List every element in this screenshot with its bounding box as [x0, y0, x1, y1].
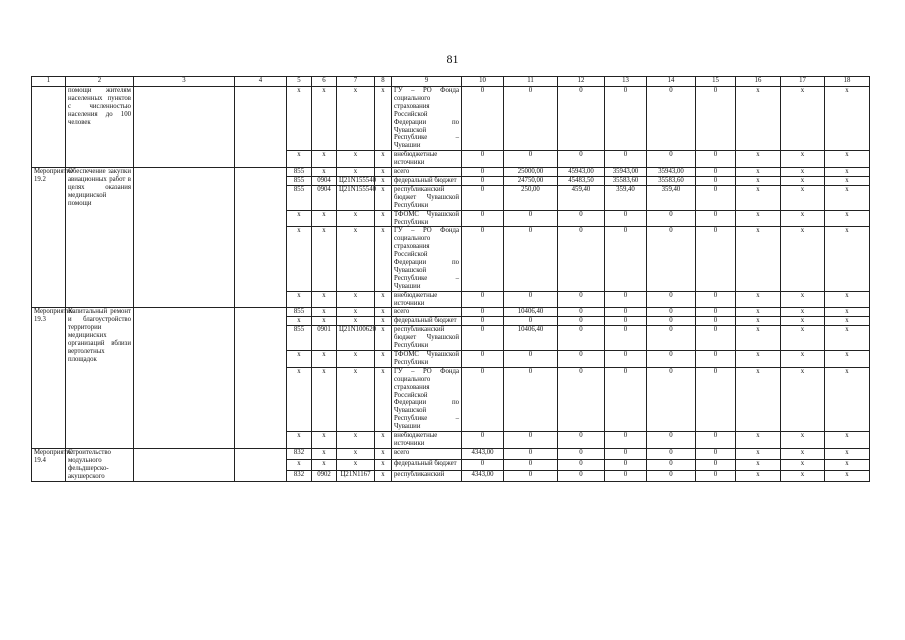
value-cell-c15: 0 — [696, 227, 736, 291]
value-cell-c17: x — [781, 176, 825, 185]
executor-cell — [134, 87, 235, 168]
value-cell-c13: 0 — [605, 326, 647, 351]
value-cell-c13: 35583,60 — [605, 176, 647, 185]
value-cell-c11: 0 — [504, 317, 558, 326]
value-cell-c18: x — [825, 210, 870, 227]
value-cell-c17: x — [781, 210, 825, 227]
value-cell-c15: 0 — [696, 185, 736, 210]
value-cell-c16: x — [736, 227, 781, 291]
value-cell-c16: x — [736, 151, 781, 168]
code-cell-c6: x — [312, 291, 337, 308]
code-cell-c7: x — [337, 317, 375, 326]
code-cell-c6: x — [312, 459, 337, 470]
value-cell-c14: 0 — [647, 227, 696, 291]
value-cell-c11: 0 — [504, 448, 558, 459]
column-number-11: 11 — [504, 77, 558, 87]
event-number-cell: Мероприятие 19.2 — [32, 168, 66, 308]
code-cell-c6: 0904 — [312, 185, 337, 210]
column-number-12: 12 — [558, 77, 605, 87]
value-cell-c18: x — [825, 448, 870, 459]
value-cell-c16: x — [736, 448, 781, 459]
column-number-10: 10 — [462, 77, 504, 87]
value-cell-c14: 359,40 — [647, 185, 696, 210]
value-cell-c16: x — [736, 185, 781, 210]
funding-source-cell: ГУ – РО Фонда социального страхования Российской Федерации по Чувашской Республике – Чувашии — [392, 367, 462, 431]
code-cell-c8: x — [375, 151, 392, 168]
code-cell-c8: x — [375, 227, 392, 291]
code-cell-c5: x — [287, 459, 312, 470]
value-cell-c10: 0 — [462, 432, 504, 449]
value-cell-c13: 0 — [605, 291, 647, 308]
code-cell-c5: 855 — [287, 176, 312, 185]
value-cell-c17: x — [781, 367, 825, 431]
value-cell-c11: 10406,40 — [504, 308, 558, 317]
value-cell-c12: 0 — [558, 470, 605, 481]
participants-cell — [235, 168, 287, 308]
header-row — [32, 77, 870, 87]
code-cell-c7: x — [337, 367, 375, 431]
value-cell-c12: 0 — [558, 227, 605, 291]
code-cell-c7: x — [337, 168, 375, 177]
code-cell-c7: Ц21N100620 — [337, 326, 375, 351]
value-cell-c10: 0 — [462, 168, 504, 177]
value-cell-c10: 0 — [462, 317, 504, 326]
value-cell-c15: 0 — [696, 317, 736, 326]
value-cell-c15: 0 — [696, 176, 736, 185]
code-cell-c5: 832 — [287, 448, 312, 459]
value-cell-c10: 0 — [462, 151, 504, 168]
funding-source-cell: федеральный бюджет — [392, 459, 462, 470]
value-cell-c16: x — [736, 87, 781, 151]
value-cell-c14: 0 — [647, 210, 696, 227]
column-number-7: 7 — [337, 77, 375, 87]
funding-source-cell: ГУ – РО Фонда социального страхования Российской Федерации по Чувашской Республике – Чувашии — [392, 87, 462, 151]
value-cell-c15: 0 — [696, 291, 736, 308]
event-name-cell: Обеспечение закупки авиационных работ в целях оказания медицинской помощи — [66, 168, 134, 308]
funding-source-cell: внебюджетные источники — [392, 432, 462, 449]
code-cell-c8: x — [375, 308, 392, 317]
code-cell-c8: x — [375, 87, 392, 151]
funding-source-cell: внебюджетные источники — [392, 291, 462, 308]
value-cell-c14: 0 — [647, 87, 696, 151]
value-cell-c12: 0 — [558, 308, 605, 317]
code-cell-c5: 855 — [287, 326, 312, 351]
value-cell-c11: 250,00 — [504, 185, 558, 210]
value-cell-c10: 4343,00 — [462, 470, 504, 481]
event-name-cell: Капитальный ремонт и благоустройство территории медицинских организаций вблизи вертолетных площадок — [66, 308, 134, 448]
code-cell-c5: x — [287, 432, 312, 449]
funding-source-cell: ТФОМС Чувашской Республики — [392, 351, 462, 368]
value-cell-c15: 0 — [696, 459, 736, 470]
value-cell-c10: 0 — [462, 459, 504, 470]
executor-cell — [134, 448, 235, 481]
table-row — [32, 87, 870, 151]
value-cell-c18: x — [825, 291, 870, 308]
value-cell-c11: 0 — [504, 432, 558, 449]
table-row — [32, 308, 870, 317]
value-cell-c12: 0 — [558, 459, 605, 470]
value-cell-c12: 45483,50 — [558, 176, 605, 185]
code-cell-c6: 0901 — [312, 326, 337, 351]
value-cell-c14: 0 — [647, 291, 696, 308]
value-cell-c12: 0 — [558, 210, 605, 227]
code-cell-c5: x — [287, 227, 312, 291]
value-cell-c11: 0 — [504, 151, 558, 168]
column-number-18: 18 — [825, 77, 870, 87]
value-cell-c16: x — [736, 470, 781, 481]
funding-source-cell: всего — [392, 168, 462, 177]
value-cell-c15: 0 — [696, 351, 736, 368]
event-number-cell: Мероприятие 19.4 — [32, 448, 66, 481]
code-cell-c7: x — [337, 87, 375, 151]
budget-table — [31, 76, 870, 482]
code-cell-c6: 0902 — [312, 470, 337, 481]
code-cell-c7: Ц21N155540 — [337, 185, 375, 210]
value-cell-c18: x — [825, 317, 870, 326]
value-cell-c17: x — [781, 432, 825, 449]
value-cell-c10: 0 — [462, 308, 504, 317]
code-cell-c6: x — [312, 168, 337, 177]
executor-cell — [134, 308, 235, 448]
code-cell-c7: x — [337, 351, 375, 368]
value-cell-c15: 0 — [696, 432, 736, 449]
code-cell-c7: Ц21N155540 — [337, 176, 375, 185]
value-cell-c13: 35943,00 — [605, 168, 647, 177]
code-cell-c7: x — [337, 448, 375, 459]
participants-cell — [235, 308, 287, 448]
code-cell-c7: x — [337, 291, 375, 308]
value-cell-c11: 0 — [504, 87, 558, 151]
column-number-2: 2 — [66, 77, 134, 87]
column-number-16: 16 — [736, 77, 781, 87]
funding-source-cell: федеральный бюджет — [392, 317, 462, 326]
code-cell-c6: x — [312, 432, 337, 449]
column-number-15: 15 — [696, 77, 736, 87]
value-cell-c12: 0 — [558, 291, 605, 308]
value-cell-c16: x — [736, 351, 781, 368]
code-cell-c7: x — [337, 459, 375, 470]
value-cell-c15: 0 — [696, 448, 736, 459]
event-number-cell — [32, 87, 66, 168]
column-number-1: 1 — [32, 77, 66, 87]
value-cell-c10: 0 — [462, 367, 504, 431]
value-cell-c14: 0 — [647, 432, 696, 449]
value-cell-c15: 0 — [696, 87, 736, 151]
funding-source-cell: республиканский — [392, 470, 462, 481]
value-cell-c16: x — [736, 432, 781, 449]
code-cell-c8: x — [375, 291, 392, 308]
value-cell-c11: 25000,00 — [504, 168, 558, 177]
value-cell-c13: 0 — [605, 351, 647, 368]
value-cell-c12: 0 — [558, 326, 605, 351]
code-cell-c8: x — [375, 317, 392, 326]
value-cell-c11: 0 — [504, 291, 558, 308]
code-cell-c7: x — [337, 308, 375, 317]
code-cell-c6: x — [312, 448, 337, 459]
funding-source-cell: внебюджетные источники — [392, 151, 462, 168]
column-number-5: 5 — [287, 77, 312, 87]
value-cell-c15: 0 — [696, 168, 736, 177]
code-cell-c6: x — [312, 317, 337, 326]
code-cell-c8: x — [375, 470, 392, 481]
value-cell-c12: 459,40 — [558, 185, 605, 210]
value-cell-c10: 0 — [462, 351, 504, 368]
value-cell-c14: 0 — [647, 459, 696, 470]
code-cell-c7: Ц21N1167 — [337, 470, 375, 481]
value-cell-c17: x — [781, 351, 825, 368]
value-cell-c16: x — [736, 317, 781, 326]
value-cell-c14: 0 — [647, 470, 696, 481]
value-cell-c12: 0 — [558, 317, 605, 326]
code-cell-c8: x — [375, 351, 392, 368]
value-cell-c14: 0 — [647, 351, 696, 368]
funding-source-cell: всего — [392, 448, 462, 459]
column-number-8: 8 — [375, 77, 392, 87]
executor-cell — [134, 168, 235, 308]
value-cell-c12: 45943,00 — [558, 168, 605, 177]
value-cell-c11: 0 — [504, 367, 558, 431]
code-cell-c5: x — [287, 291, 312, 308]
column-number-3: 3 — [134, 77, 235, 87]
event-name-cell: помощи жителям населенных пунктов с численностью населения до 100 человек — [66, 87, 134, 168]
value-cell-c17: x — [781, 87, 825, 151]
event-number-cell: Мероприятие 19.3 — [32, 308, 66, 448]
code-cell-c8: x — [375, 176, 392, 185]
value-cell-c13: 0 — [605, 367, 647, 431]
funding-source-cell: республиканский бюджет Чувашской Республики — [392, 185, 462, 210]
code-cell-c8: x — [375, 459, 392, 470]
value-cell-c13: 0 — [605, 87, 647, 151]
value-cell-c17: x — [781, 151, 825, 168]
value-cell-c10: 0 — [462, 210, 504, 227]
value-cell-c18: x — [825, 367, 870, 431]
value-cell-c18: x — [825, 168, 870, 177]
value-cell-c16: x — [736, 459, 781, 470]
code-cell-c6: x — [312, 367, 337, 431]
code-cell-c8: x — [375, 367, 392, 431]
value-cell-c10: 4343,00 — [462, 448, 504, 459]
value-cell-c12: 0 — [558, 87, 605, 151]
code-cell-c5: x — [287, 317, 312, 326]
code-cell-c8: x — [375, 210, 392, 227]
value-cell-c10: 0 — [462, 185, 504, 210]
value-cell-c17: x — [781, 326, 825, 351]
code-cell-c8: x — [375, 168, 392, 177]
value-cell-c10: 0 — [462, 326, 504, 351]
code-cell-c8: x — [375, 432, 392, 449]
value-cell-c16: x — [736, 367, 781, 431]
value-cell-c17: x — [781, 317, 825, 326]
column-number-17: 17 — [781, 77, 825, 87]
value-cell-c18: x — [825, 151, 870, 168]
value-cell-c16: x — [736, 308, 781, 317]
value-cell-c17: x — [781, 185, 825, 210]
value-cell-c17: x — [781, 459, 825, 470]
code-cell-c5: 855 — [287, 308, 312, 317]
code-cell-c6: x — [312, 87, 337, 151]
value-cell-c18: x — [825, 87, 870, 151]
value-cell-c13: 0 — [605, 448, 647, 459]
value-cell-c15: 0 — [696, 326, 736, 351]
value-cell-c12: 0 — [558, 448, 605, 459]
code-cell-c6: x — [312, 151, 337, 168]
code-cell-c8: x — [375, 326, 392, 351]
value-cell-c15: 0 — [696, 308, 736, 317]
code-cell-c8: x — [375, 448, 392, 459]
value-cell-c10: 0 — [462, 87, 504, 151]
value-cell-c16: x — [736, 176, 781, 185]
value-cell-c13: 0 — [605, 227, 647, 291]
code-cell-c7: x — [337, 210, 375, 227]
value-cell-c14: 35583,60 — [647, 176, 696, 185]
value-cell-c11: 0 — [504, 459, 558, 470]
value-cell-c10: 0 — [462, 291, 504, 308]
code-cell-c6: x — [312, 210, 337, 227]
value-cell-c13: 0 — [605, 210, 647, 227]
code-cell-c6: 0904 — [312, 176, 337, 185]
code-cell-c7: x — [337, 151, 375, 168]
value-cell-c12: 0 — [558, 151, 605, 168]
code-cell-c5: 832 — [287, 470, 312, 481]
value-cell-c18: x — [825, 308, 870, 317]
value-cell-c16: x — [736, 210, 781, 227]
value-cell-c11: 0 — [504, 351, 558, 368]
code-cell-c5: x — [287, 351, 312, 368]
value-cell-c12: 0 — [558, 432, 605, 449]
value-cell-c18: x — [825, 459, 870, 470]
code-cell-c5: x — [287, 367, 312, 431]
code-cell-c5: x — [287, 210, 312, 227]
code-cell-c5: 855 — [287, 168, 312, 177]
column-number-9: 9 — [392, 77, 462, 87]
value-cell-c18: x — [825, 227, 870, 291]
value-cell-c17: x — [781, 470, 825, 481]
value-cell-c14: 0 — [647, 448, 696, 459]
value-cell-c17: x — [781, 448, 825, 459]
value-cell-c14: 0 — [647, 367, 696, 431]
table-row — [32, 168, 870, 177]
value-cell-c13: 0 — [605, 308, 647, 317]
value-cell-c11: 0 — [504, 227, 558, 291]
value-cell-c18: x — [825, 326, 870, 351]
value-cell-c10: 0 — [462, 227, 504, 291]
value-cell-c16: x — [736, 291, 781, 308]
code-cell-c7: x — [337, 227, 375, 291]
value-cell-c15: 0 — [696, 367, 736, 431]
value-cell-c18: x — [825, 185, 870, 210]
value-cell-c18: x — [825, 176, 870, 185]
value-cell-c11: 24750,00 — [504, 176, 558, 185]
value-cell-c16: x — [736, 168, 781, 177]
code-cell-c6: x — [312, 351, 337, 368]
column-number-13: 13 — [605, 77, 647, 87]
value-cell-c13: 0 — [605, 317, 647, 326]
value-cell-c13: 0 — [605, 432, 647, 449]
funding-source-cell: федеральный бюджет — [392, 176, 462, 185]
value-cell-c15: 0 — [696, 210, 736, 227]
value-cell-c14: 0 — [647, 308, 696, 317]
event-name-cell: Строительство модульного фельдшерско-акушерского — [66, 448, 134, 481]
code-cell-c5: x — [287, 87, 312, 151]
value-cell-c12: 0 — [558, 367, 605, 431]
value-cell-c10: 0 — [462, 176, 504, 185]
participants-cell — [235, 448, 287, 481]
value-cell-c17: x — [781, 291, 825, 308]
value-cell-c14: 0 — [647, 317, 696, 326]
column-number-14: 14 — [647, 77, 696, 87]
value-cell-c18: x — [825, 432, 870, 449]
value-cell-c14: 0 — [647, 151, 696, 168]
value-cell-c15: 0 — [696, 470, 736, 481]
value-cell-c13: 359,40 — [605, 185, 647, 210]
value-cell-c17: x — [781, 308, 825, 317]
value-cell-c12: 0 — [558, 351, 605, 368]
funding-source-cell: всего — [392, 308, 462, 317]
value-cell-c11: 10406,40 — [504, 326, 558, 351]
value-cell-c15: 0 — [696, 151, 736, 168]
funding-source-cell: ГУ – РО Фонда социального страхования Российской Федерации по Чувашской Республике – Чувашии — [392, 227, 462, 291]
value-cell-c18: x — [825, 351, 870, 368]
value-cell-c17: x — [781, 168, 825, 177]
funding-source-cell: республиканский бюджет Чувашской Республики — [392, 326, 462, 351]
value-cell-c11: 0 — [504, 210, 558, 227]
code-cell-c6: x — [312, 308, 337, 317]
column-number-6: 6 — [312, 77, 337, 87]
page-number: 81 — [446, 52, 459, 66]
value-cell-c14: 0 — [647, 326, 696, 351]
value-cell-c14: 35943,00 — [647, 168, 696, 177]
value-cell-c13: 0 — [605, 151, 647, 168]
code-cell-c8: x — [375, 185, 392, 210]
code-cell-c7: x — [337, 432, 375, 449]
value-cell-c13: 0 — [605, 459, 647, 470]
code-cell-c6: x — [312, 227, 337, 291]
value-cell-c13: 0 — [605, 470, 647, 481]
code-cell-c5: x — [287, 151, 312, 168]
value-cell-c17: x — [781, 227, 825, 291]
value-cell-c18: x — [825, 470, 870, 481]
code-cell-c5: 855 — [287, 185, 312, 210]
value-cell-c16: x — [736, 326, 781, 351]
table-row — [32, 448, 870, 459]
column-number-4: 4 — [235, 77, 287, 87]
value-cell-c11: 0 — [504, 470, 558, 481]
participants-cell — [235, 87, 287, 168]
funding-source-cell: ТФОМС Чувашской Республики — [392, 210, 462, 227]
